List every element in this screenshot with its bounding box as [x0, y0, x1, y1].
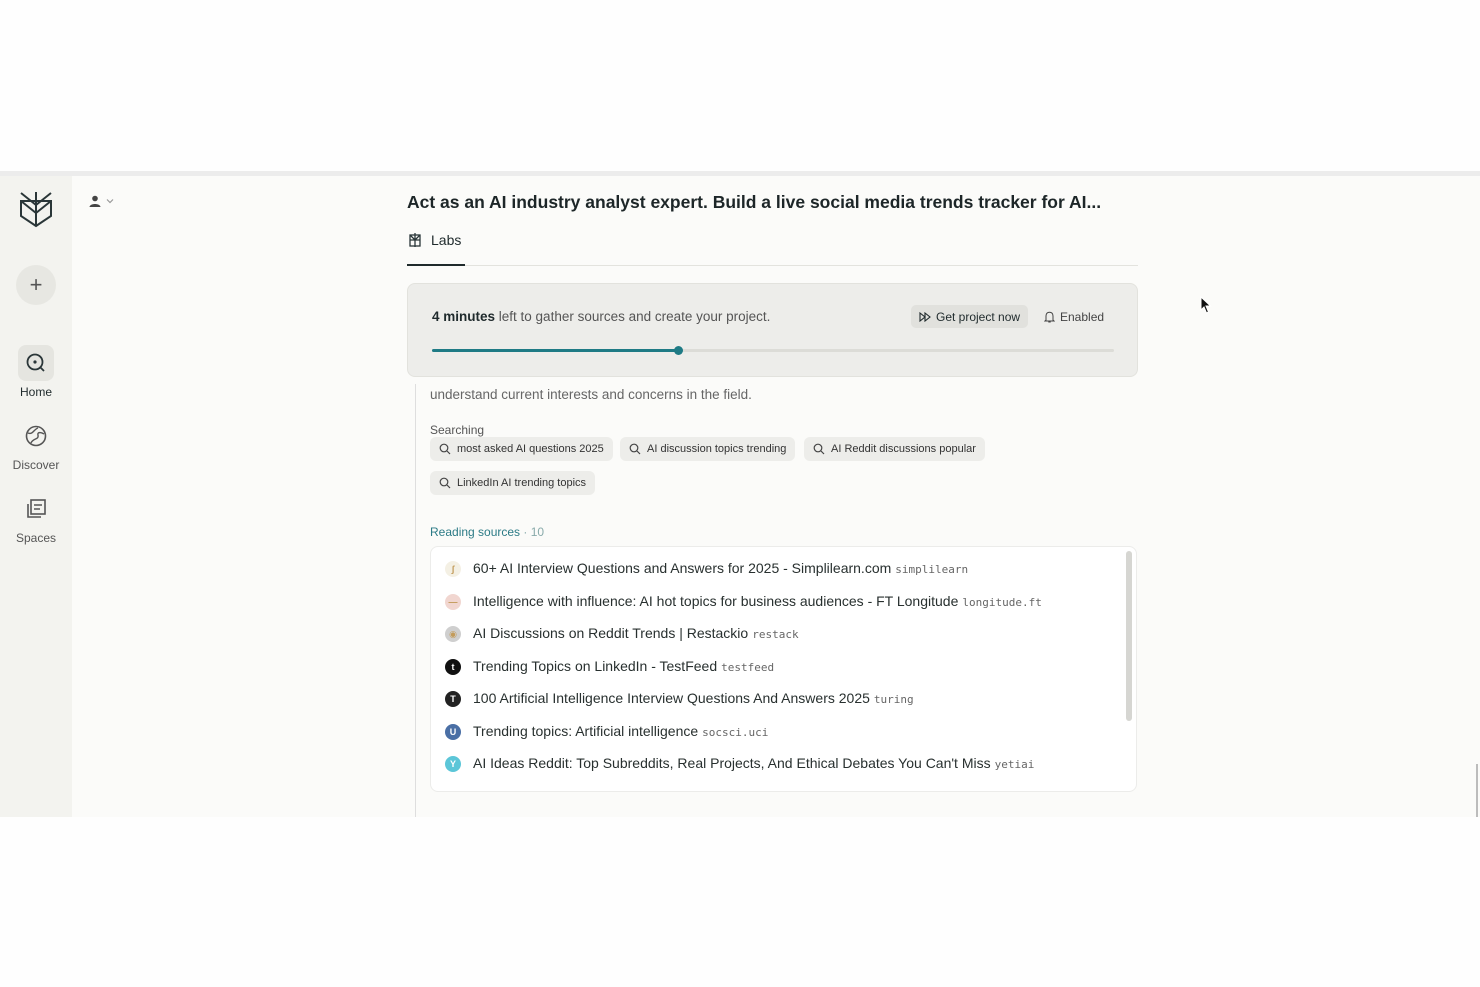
- searching-label: Searching: [430, 423, 485, 437]
- plus-icon: +: [29, 272, 43, 297]
- thread-title: Act as an AI industry analyst expert. Build a live social media trends tracker for AI...: [407, 192, 1102, 212]
- bell-icon: [1044, 311, 1055, 323]
- sidebar-item-label: Home: [19, 385, 52, 399]
- sidebar-item-home[interactable]: [0, 345, 72, 399]
- globe-icon: [24, 424, 48, 448]
- sidebar-item-label: Discover: [12, 458, 60, 472]
- source-item[interactable]: [445, 723, 768, 741]
- search-query-chip[interactable]: [430, 437, 613, 461]
- source-title: AI Discussions on Reddit Trends | Restackio: [473, 625, 749, 641]
- search-query-chip[interactable]: [804, 437, 985, 461]
- steps-rail: [415, 384, 416, 817]
- get-project-label: Get project now: [936, 309, 1021, 324]
- tab-labs[interactable]: [407, 232, 461, 248]
- time-remaining-value: 4 minutes: [432, 309, 496, 324]
- source-item[interactable]: [445, 560, 968, 578]
- sidebar: [0, 176, 72, 817]
- notifications-label: Enabled: [1060, 309, 1105, 324]
- source-favicon-icon: —: [445, 594, 461, 610]
- sidebar-item-label: Spaces: [15, 531, 57, 545]
- new-thread-button[interactable]: [16, 265, 56, 305]
- sidebar-item-spaces[interactable]: [0, 491, 72, 545]
- tab-divider: [407, 265, 1138, 266]
- search-icon: [629, 443, 641, 455]
- fast-forward-icon: [919, 312, 931, 322]
- search-query-text: AI discussion topics trending: [647, 443, 787, 455]
- source-title: AI Ideas Reddit: Top Subreddits, Real Projects, And Ethical Debates You Can't Miss: [473, 755, 991, 771]
- source-domain: yetiai: [994, 758, 1035, 771]
- source-item[interactable]: [445, 690, 914, 708]
- tab-label: Labs: [431, 232, 462, 248]
- labs-icon: [407, 232, 423, 248]
- time-remaining-suffix: left to gather sources and create your project.: [495, 309, 771, 324]
- search-query-text: LinkedIn AI trending topics: [457, 477, 587, 489]
- source-favicon-icon: t: [445, 659, 461, 675]
- source-domain: socsci.uci: [702, 726, 769, 739]
- source-item[interactable]: [445, 593, 1042, 611]
- sidebar-item-discover[interactable]: [0, 418, 72, 472]
- sources-list[interactable]: [430, 546, 1137, 792]
- search-query-chip[interactable]: [620, 437, 795, 461]
- source-favicon-icon: Y: [445, 756, 461, 772]
- source-item[interactable]: [445, 625, 799, 643]
- progress-track: [432, 349, 1114, 352]
- source-favicon-icon: U: [445, 724, 461, 740]
- source-title: Trending topics: Artificial intelligence: [473, 723, 699, 739]
- perplexity-logo-icon[interactable]: [18, 190, 54, 228]
- source-favicon-icon: ◉: [445, 626, 461, 642]
- home-search-icon: [25, 352, 47, 374]
- get-project-now-button[interactable]: [911, 305, 1028, 328]
- search-icon: [439, 443, 451, 455]
- time-remaining-text: [432, 309, 770, 324]
- source-title: 60+ AI Interview Questions and Answers for 2025 - Simplilearn.com: [473, 560, 892, 576]
- source-domain: simplilearn: [895, 563, 969, 576]
- source-favicon-icon: T: [445, 691, 461, 707]
- source-domain: longitude.ft: [962, 596, 1042, 609]
- progress-fill: [432, 349, 678, 352]
- sources-scrollbar[interactable]: [1126, 551, 1132, 721]
- progress-knob: [674, 346, 683, 355]
- notifications-toggle[interactable]: [1044, 305, 1104, 328]
- tab-active-indicator: [407, 264, 465, 266]
- app-window: [0, 171, 1480, 817]
- project-progress-card: [407, 283, 1138, 377]
- user-menu[interactable]: [88, 194, 114, 208]
- chevron-down-icon: [106, 197, 114, 205]
- mouse-cursor-icon: [1200, 296, 1212, 314]
- reading-sources-label: Reading sources · 10: [430, 525, 545, 539]
- user-icon: [88, 194, 102, 208]
- source-domain: turing: [873, 693, 914, 706]
- source-item[interactable]: [445, 755, 1034, 773]
- source-favicon-icon: ʃ: [445, 561, 461, 577]
- window-edge-scrollbar: [1476, 764, 1478, 817]
- bottom-letterbox: [0, 817, 1480, 987]
- search-query-text: AI Reddit discussions popular: [831, 443, 976, 455]
- source-title: Intelligence with influence: AI hot topics for business audiences - FT Longitude: [473, 593, 959, 609]
- search-query-chip[interactable]: [430, 471, 595, 495]
- step-text: understand current interests and concerns in the field.: [430, 387, 752, 402]
- reading-sources-count: 10: [530, 525, 545, 539]
- search-icon: [439, 477, 451, 489]
- search-query-text: most asked AI questions 2025: [457, 443, 604, 455]
- source-item[interactable]: [445, 658, 774, 676]
- source-domain: testfeed: [721, 661, 775, 674]
- source-domain: restack: [752, 628, 799, 641]
- top-letterbox: [0, 0, 1480, 171]
- spaces-icon: [24, 497, 48, 521]
- reading-sources-text: Reading sources: [430, 525, 521, 539]
- search-icon: [813, 443, 825, 455]
- source-title: 100 Artificial Intelligence Interview Questions And Answers 2025: [473, 690, 870, 706]
- source-title: Trending Topics on LinkedIn - TestFeed: [473, 658, 718, 674]
